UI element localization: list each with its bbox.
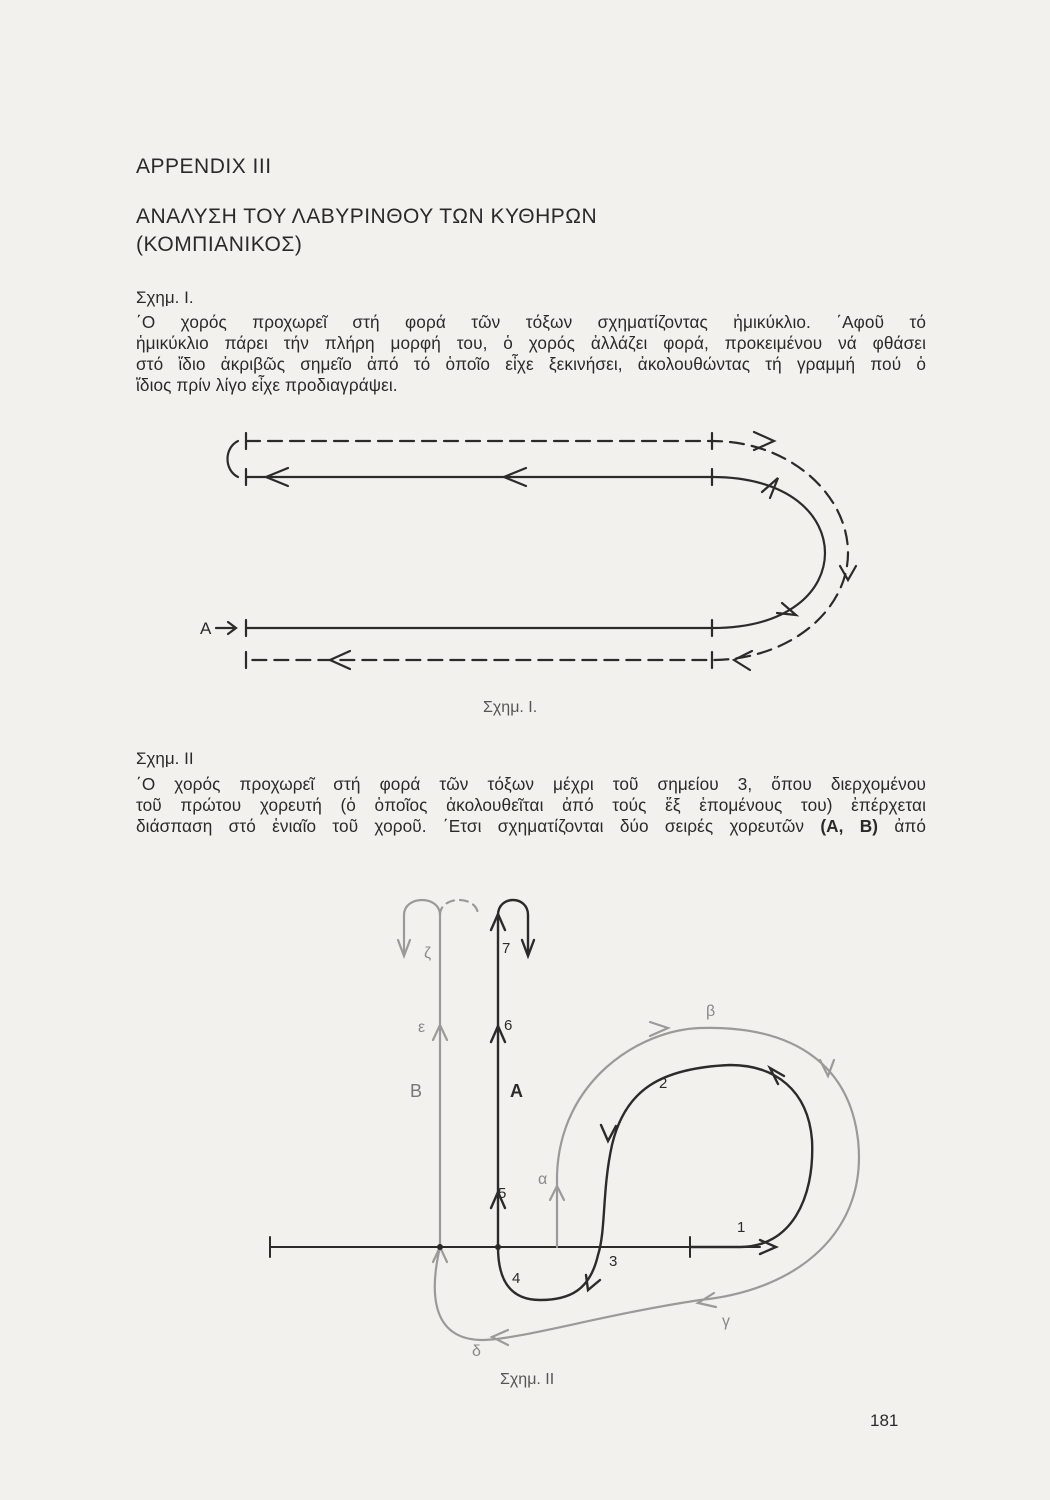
point-label-epsilon: ε bbox=[418, 1019, 426, 1036]
point-label-7: 7 bbox=[502, 940, 511, 957]
paragraph-line: ΄Ο χορός προχωρεῖ στή φορά τῶν τόξων μέχρι τοῦ σημείου 3, ὅπου διερχομένου bbox=[136, 774, 926, 794]
paragraph-text: διάσπαση στό ἑνιαῖο τοῦ χοροῦ. ΄Ετσι σχηματίζονται δύο σειρές χορευτῶν bbox=[136, 816, 821, 836]
paragraph-text: ἀπό bbox=[878, 816, 926, 836]
paragraph-line: ἡμικύκλιο πάρει τήν πλήρη μορφή του, ὁ χορός ἀλλάζει φορά, προκειμένου νά φθάσει bbox=[136, 333, 926, 353]
row-b-path bbox=[398, 900, 859, 1345]
point-label-1: 1 bbox=[737, 1219, 746, 1236]
point-label-3: 3 bbox=[609, 1253, 618, 1270]
point-label-gamma: γ bbox=[722, 1313, 730, 1330]
page-number: 181 bbox=[870, 1411, 899, 1430]
figure-1-start-label: Α bbox=[200, 619, 212, 638]
row-a-label: Α bbox=[510, 1081, 523, 1101]
row-a-path bbox=[491, 900, 812, 1300]
figure-1-caption: Σχημ. Ι. bbox=[483, 699, 538, 716]
section1-label: Σχημ. Ι. bbox=[136, 288, 194, 307]
point-label-delta: δ bbox=[472, 1343, 481, 1360]
row-b-label: Β bbox=[410, 1081, 423, 1101]
row-b-dashed-hook bbox=[440, 900, 478, 915]
point-label-6: 6 bbox=[504, 1017, 513, 1034]
point-label-5: 5 bbox=[498, 1185, 507, 1202]
paragraph-line: στό ἴδιο ἀκριβῶς σημεῖο ἀπό τό ὁποῖο εἶχε ξεκινήσει, ἀκολουθώντας τή γραμμή πού ὁ bbox=[136, 354, 926, 374]
point-label-4: 4 bbox=[512, 1270, 521, 1287]
title-line-2: (ΚΟΜΠΙΑΝΙΚΟΣ) bbox=[136, 233, 303, 256]
title-line-1: ΑΝΑΛΥΣΗ ΤΟΥ ΛΑΒΥΡΙΝΘΟΥ ΤΩΝ ΚΥΘΗΡΩΝ bbox=[136, 205, 598, 228]
crossing-point bbox=[437, 1244, 443, 1250]
bold-rows-label: (Α, Β) bbox=[820, 816, 879, 836]
figure-2-caption: Σχημ. ΙΙ bbox=[500, 1371, 555, 1388]
point-label-beta: β bbox=[706, 1003, 716, 1020]
paragraph-line: τοῦ πρώτου χορευτή (ὁ ὁποῖος ἀκολουθεῖται ἀπό τούς ἕξ ἑπομένους του) ἐπέρχεται bbox=[136, 795, 926, 815]
point-label-alpha: α bbox=[538, 1171, 548, 1188]
section2-label: Σχημ. ΙΙ bbox=[136, 749, 194, 768]
paragraph-line: ΄Ο χορός προχωρεῖ στή φορά τῶν τόξων σχηματίζοντας ἡμικύκλιο. ΄Αφοῦ τό bbox=[136, 312, 926, 332]
row-b-vertical bbox=[404, 900, 440, 1247]
crossing-point bbox=[495, 1244, 501, 1250]
point-label-2: 2 bbox=[659, 1075, 668, 1092]
point-label-zeta: ζ bbox=[424, 945, 432, 962]
paragraph-line: ἴδιος πρίν λίγο εἶχε προδιαγράψει. bbox=[136, 375, 398, 395]
appendix-heading: APPENDIX III bbox=[136, 155, 272, 178]
